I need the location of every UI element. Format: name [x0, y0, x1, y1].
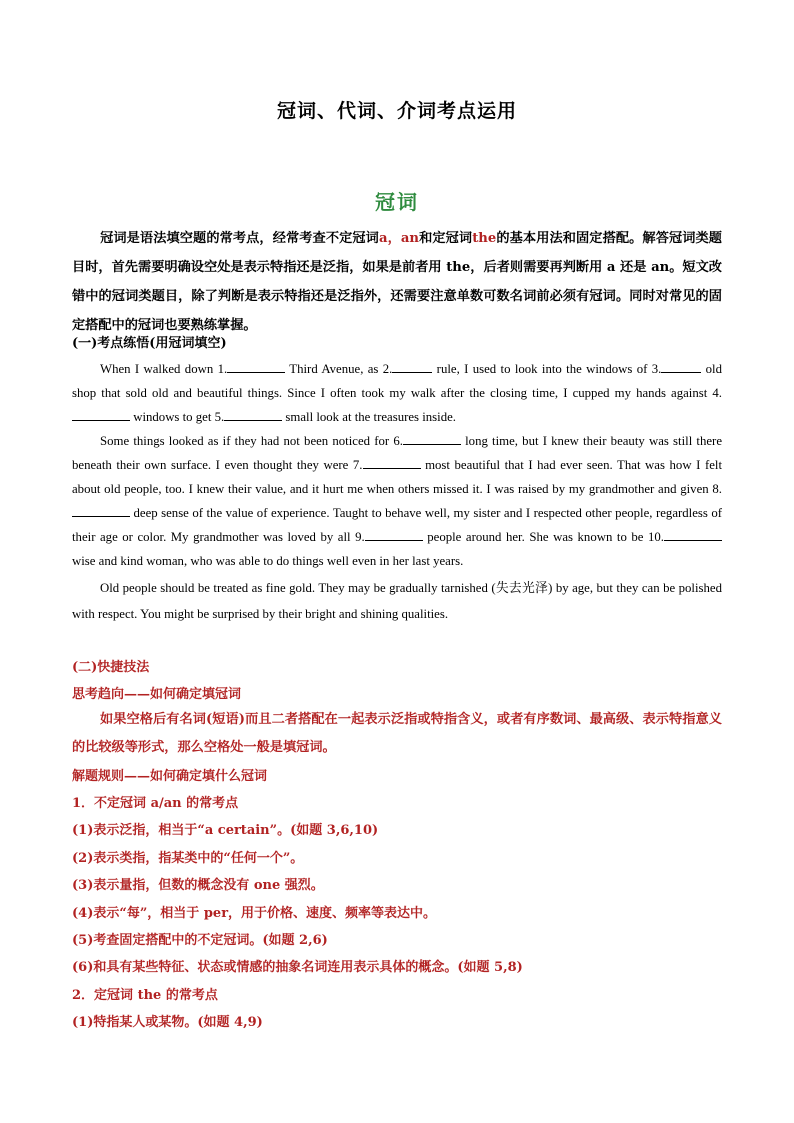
- rule-1-item: (2)表示类指，指某类中的“任何一个”。: [72, 851, 304, 866]
- intro-text-1: 冠词是语法填空题的常考点，经常考查不定冠词: [100, 231, 379, 246]
- exercise-passage: [72, 357, 722, 627]
- exercise-heading: (一)考点练悟(用冠词填空): [72, 336, 227, 351]
- page-title: 冠词、代词、介词考点运用: [276, 100, 517, 122]
- rule-1-item: (6)和具有某些特征、状态或情感的抽象名词连用表示具体的概念。(如题 5,8): [72, 960, 523, 975]
- blank-6[interactable]: [403, 432, 461, 445]
- blank-3[interactable]: [661, 360, 701, 373]
- rule-1-title: 1．不定冠词 a/an 的常考点: [72, 796, 239, 811]
- method-heading: (二)快捷技法: [72, 660, 150, 675]
- rule-2-title: 2．定冠词 the 的常考点: [72, 988, 218, 1003]
- rule-2-item: (1)特指某人或某物。(如题 4,9): [72, 1015, 263, 1030]
- rule-1-item: (1)表示泛指，相当于“a certain”。(如题 3,6,10): [72, 823, 379, 838]
- intro-text-3: 的基本用法和固定搭配。解答冠词类题目时，首先需要明确设空处是表示特指还是泛指，如果是前者用 the，后者则需要再判断用 a 还是 an。短文改错中的冠词类题目，除了判断是表示特指还是泛指外，还需要注意单数可数名词前必须有冠词。同时对常见的固定搭配中的冠词也要熟练掌握。: [72, 231, 722, 333]
- intro-text-2: 和定冠词: [418, 231, 473, 246]
- rule-title: 解题规则——如何确定填什么冠词: [72, 769, 268, 784]
- section-title: 冠词: [375, 190, 419, 214]
- intro-highlight-a-an: a，an: [378, 231, 419, 246]
- think-title: 思考趋向——如何确定填冠词: [72, 687, 242, 702]
- blank-1[interactable]: [227, 360, 285, 373]
- intro-highlight-the: the: [472, 231, 497, 246]
- blank-9[interactable]: [365, 528, 423, 541]
- intro-paragraph: [72, 224, 722, 340]
- blank-7[interactable]: [363, 456, 421, 469]
- blank-8[interactable]: [72, 504, 130, 517]
- passage-paragraph-2: Some things looked as if they had not been noticed for 6. long time, but I knew their beauty was still there beneath their own surface. I even thought they were 7. most beautiful that I had ever seen. That was how I felt about old people, too. I knew their value, and it hurt me when others missed it. I was raised by my grandmother and given 8. deep sense of the value of experience. Taught to behave well, my sister and I respected other people, regardless of their age or color. My grandmother was loved by all 9. people around her. She was known to be 10. wise and kind woman, who was able to do things well even in her last years.: [72, 434, 723, 568]
- passage-paragraph-3: Old people should be treated as fine gold. They may be gradually tarnished (失去光泽) by age, but they can be polished with respect. You might be surprised by their bright and shining qualities.: [72, 581, 722, 621]
- think-text: 如果空格后有名词(短语)而且二者搭配在一起表示泛指或特指含义，或者有序数词、最高级、表示特指意义的比较级等形式，那么空格处一般是填冠词。: [72, 712, 722, 755]
- blank-4[interactable]: [72, 408, 130, 421]
- rule-1-item: (3)表示量指，但数的概念没有 one 强烈。: [72, 878, 324, 893]
- blank-5[interactable]: [224, 408, 282, 421]
- rule-1-item: (5)考查固定搭配中的不定冠词。(如题 2,6): [72, 933, 328, 948]
- rule-1-item: (4)表示“每”，相当于 per，用于价格、速度、频率等表达中。: [72, 906, 437, 921]
- blank-2[interactable]: [392, 360, 432, 373]
- passage-paragraph-1: When I walked down 1. Third Avenue, as 2. rule, I used to look into the windows of 3. old shop that sold old and beautiful things. Since I often took my walk after the closing time, I cupped my hands against 4. windows to get 5. small look at the treasures inside.: [72, 362, 722, 424]
- blank-10[interactable]: [664, 528, 722, 541]
